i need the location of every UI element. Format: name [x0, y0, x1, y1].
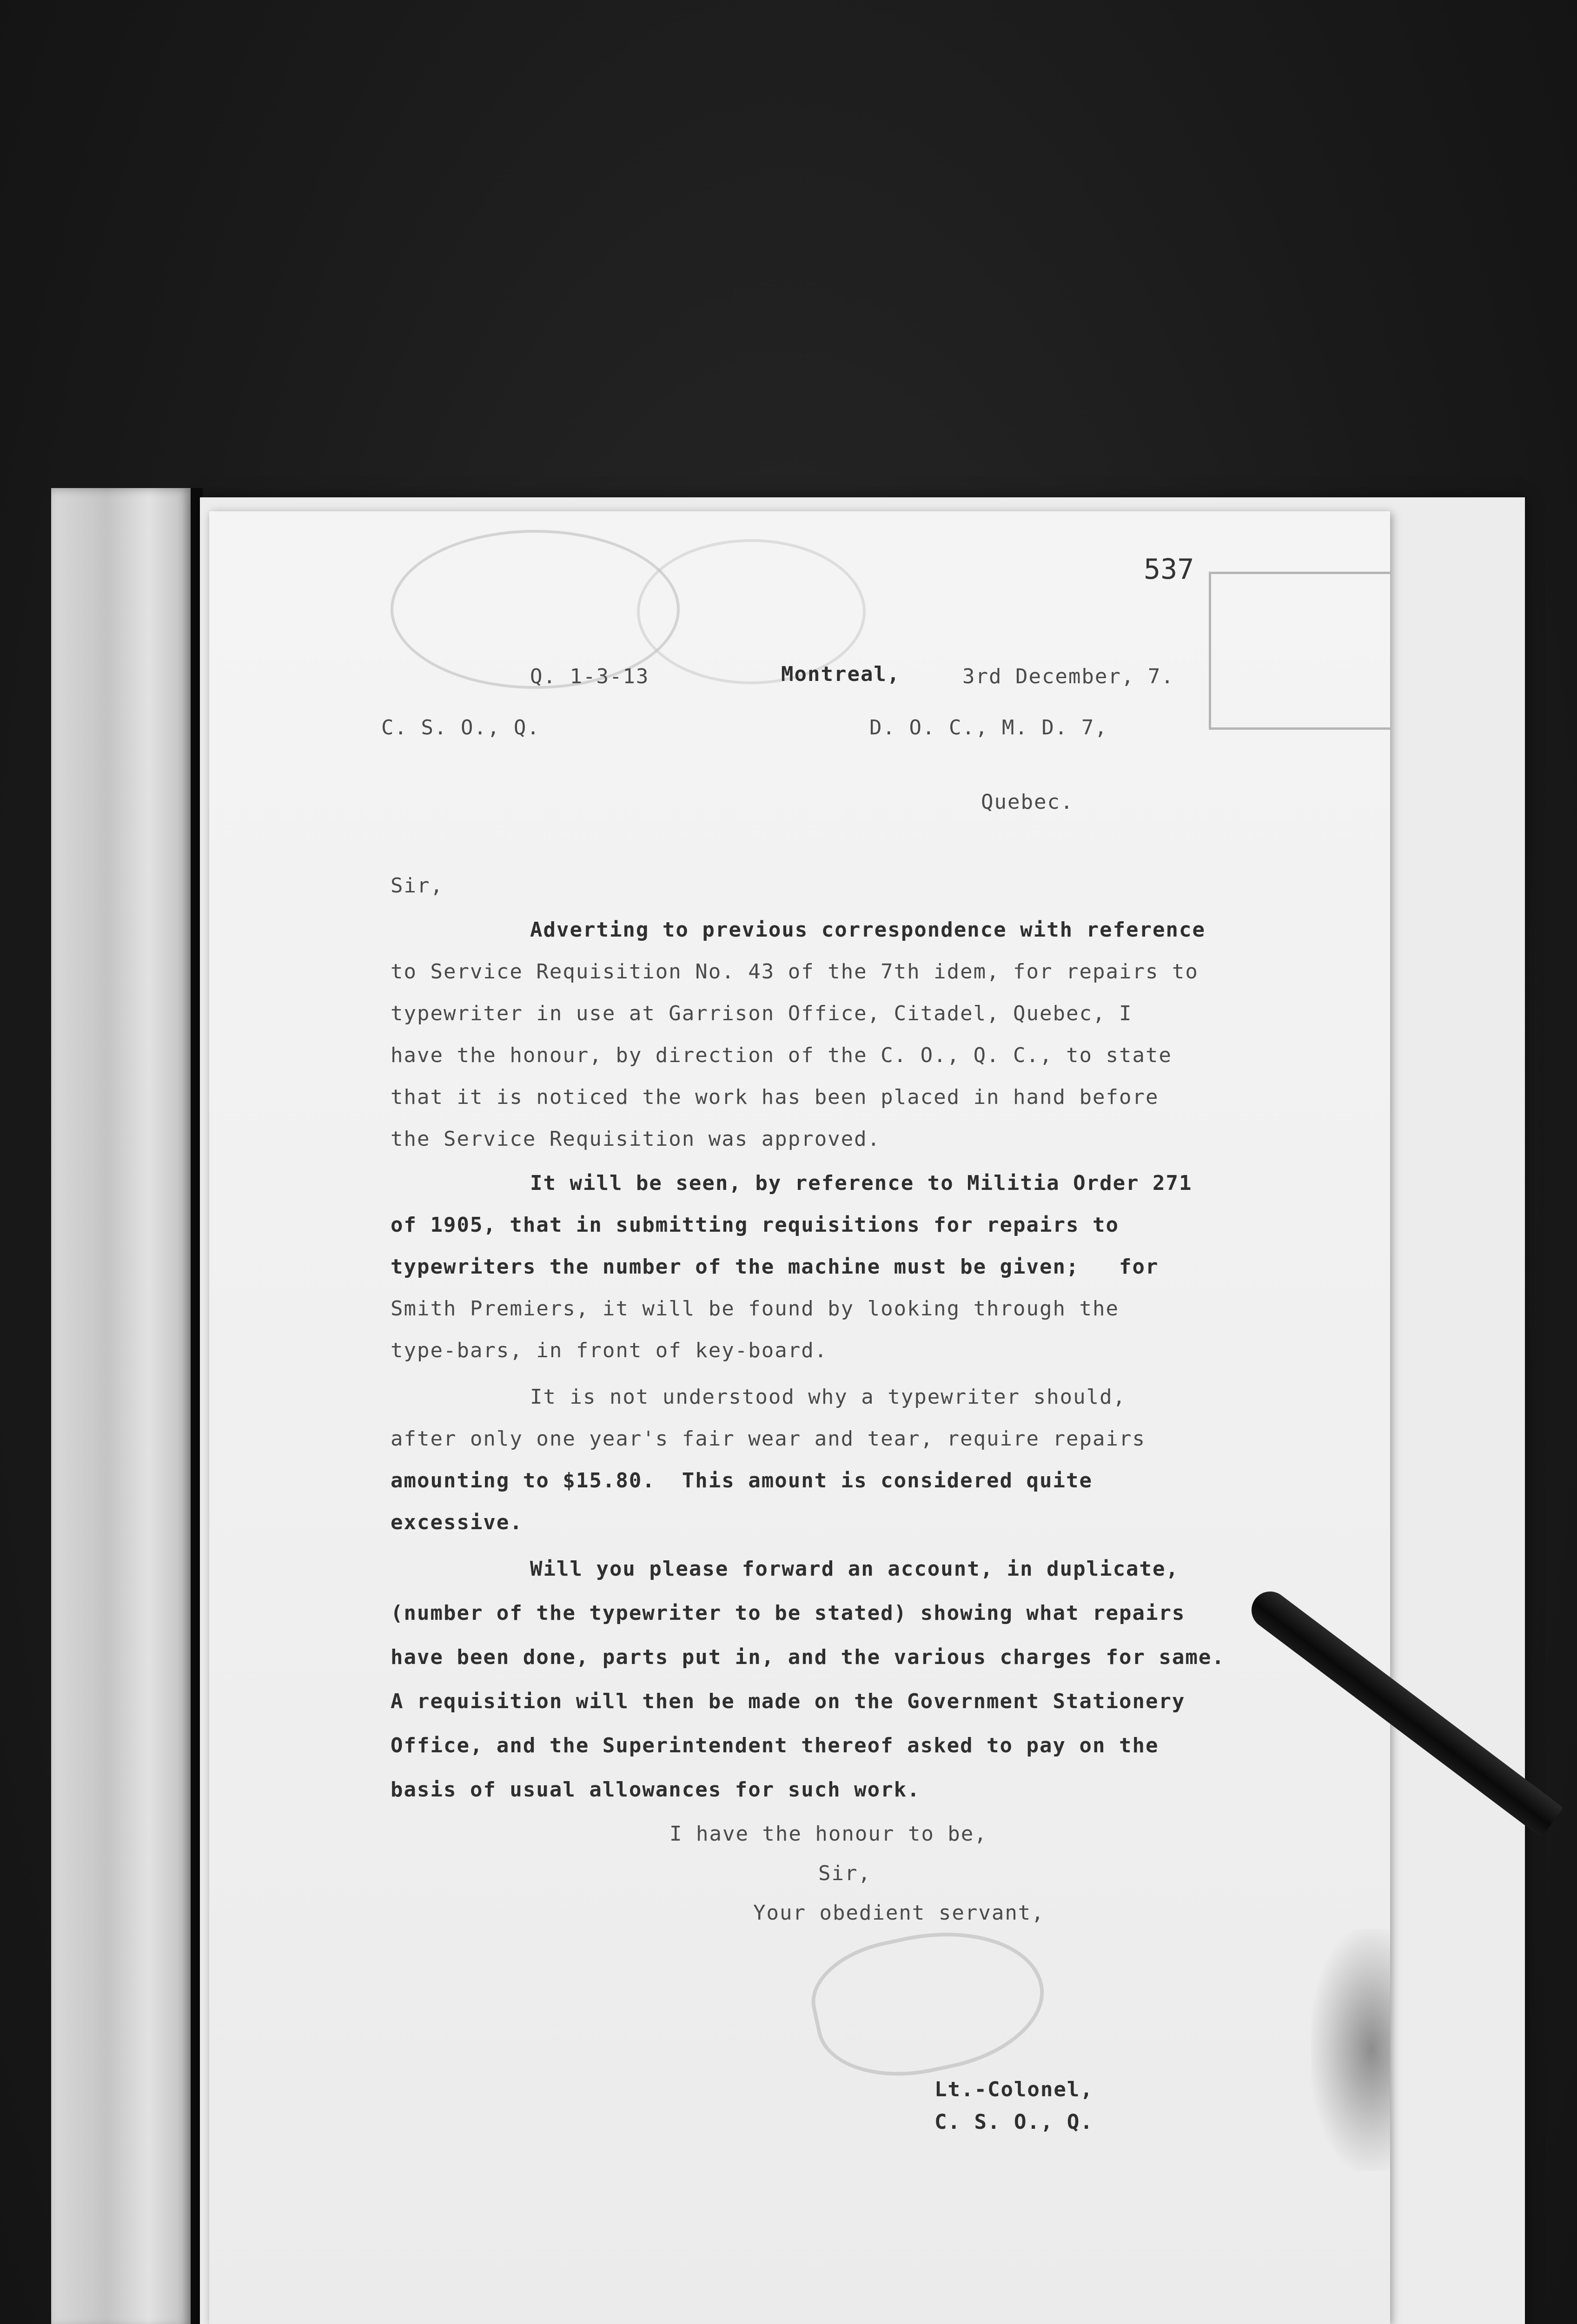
- file-reference: Q. 1-3-13: [530, 665, 649, 688]
- letter-place: Montreal,: [781, 662, 901, 686]
- registry-stamp: [1209, 572, 1390, 730]
- body-line: It will be seen, by reference to Militia Order 271: [530, 1171, 1193, 1195]
- body-line: typewriter in use at Garrison Office, Citadel, Quebec, I: [391, 1002, 1133, 1025]
- letterbook-binding: [51, 488, 191, 2324]
- body-line: excessive.: [391, 1511, 523, 1534]
- closing-salutation: Sir,: [818, 1862, 871, 1885]
- body-line: the Service Requisition was approved.: [391, 1127, 881, 1151]
- closing-servant: Your obedient servant,: [753, 1901, 1045, 1925]
- body-line: It is not understood why a typewriter should,: [530, 1385, 1126, 1409]
- body-line: to Service Requisition No. 43 of the 7th idem, for repairs to: [391, 960, 1199, 984]
- body-line: of 1905, that in submitting requisitions for repairs to: [391, 1213, 1119, 1237]
- sender-office: C. S. O., Q.: [381, 716, 540, 739]
- ink-smudge: [1311, 1929, 1390, 2171]
- body-line: that it is noticed the work has been placed in hand before: [391, 1085, 1159, 1109]
- body-line: type-bars, in front of key-board.: [391, 1339, 828, 1362]
- letter-date: 3rd December, 7.: [962, 665, 1174, 688]
- handwritten-signature: [802, 1911, 1056, 2094]
- body-line: Smith Premiers, it will be found by looking through the: [391, 1297, 1119, 1320]
- salutation: Sir,: [391, 874, 444, 898]
- body-line: have been done, parts put in, and the various charges for same.: [391, 1645, 1225, 1669]
- body-line: typewriters the number of the machine must be given; for: [391, 1255, 1159, 1279]
- body-line: Adverting to previous correspondence with reference: [530, 918, 1206, 942]
- body-line: have the honour, by direction of the C. O., Q. C., to state: [391, 1043, 1172, 1067]
- body-line: basis of usual allowances for such work.: [391, 1778, 921, 1802]
- recipient-city: Quebec.: [981, 790, 1074, 814]
- page-number: 537: [1144, 553, 1194, 586]
- body-line: Office, and the Superintendent thereof asked to pay on the: [391, 1734, 1159, 1757]
- body-line: Will you please forward an account, in duplicate,: [530, 1557, 1179, 1581]
- body-line: amounting to $15.80. This amount is considered quite: [391, 1469, 1093, 1492]
- closing-line: I have the honour to be,: [669, 1822, 987, 1846]
- body-line: A requisition will then be made on the Government Stationery: [391, 1690, 1186, 1713]
- signature-title: Lt.-Colonel,: [934, 2078, 1093, 2101]
- signature-office: C. S. O., Q.: [934, 2110, 1093, 2134]
- recipient-office: D. O. C., M. D. 7,: [869, 716, 1108, 739]
- body-line: (number of the typewriter to be stated) showing what repairs: [391, 1601, 1186, 1625]
- letter-page: [209, 511, 1390, 2324]
- body-line: after only one year's fair wear and tear, require repairs: [391, 1427, 1146, 1451]
